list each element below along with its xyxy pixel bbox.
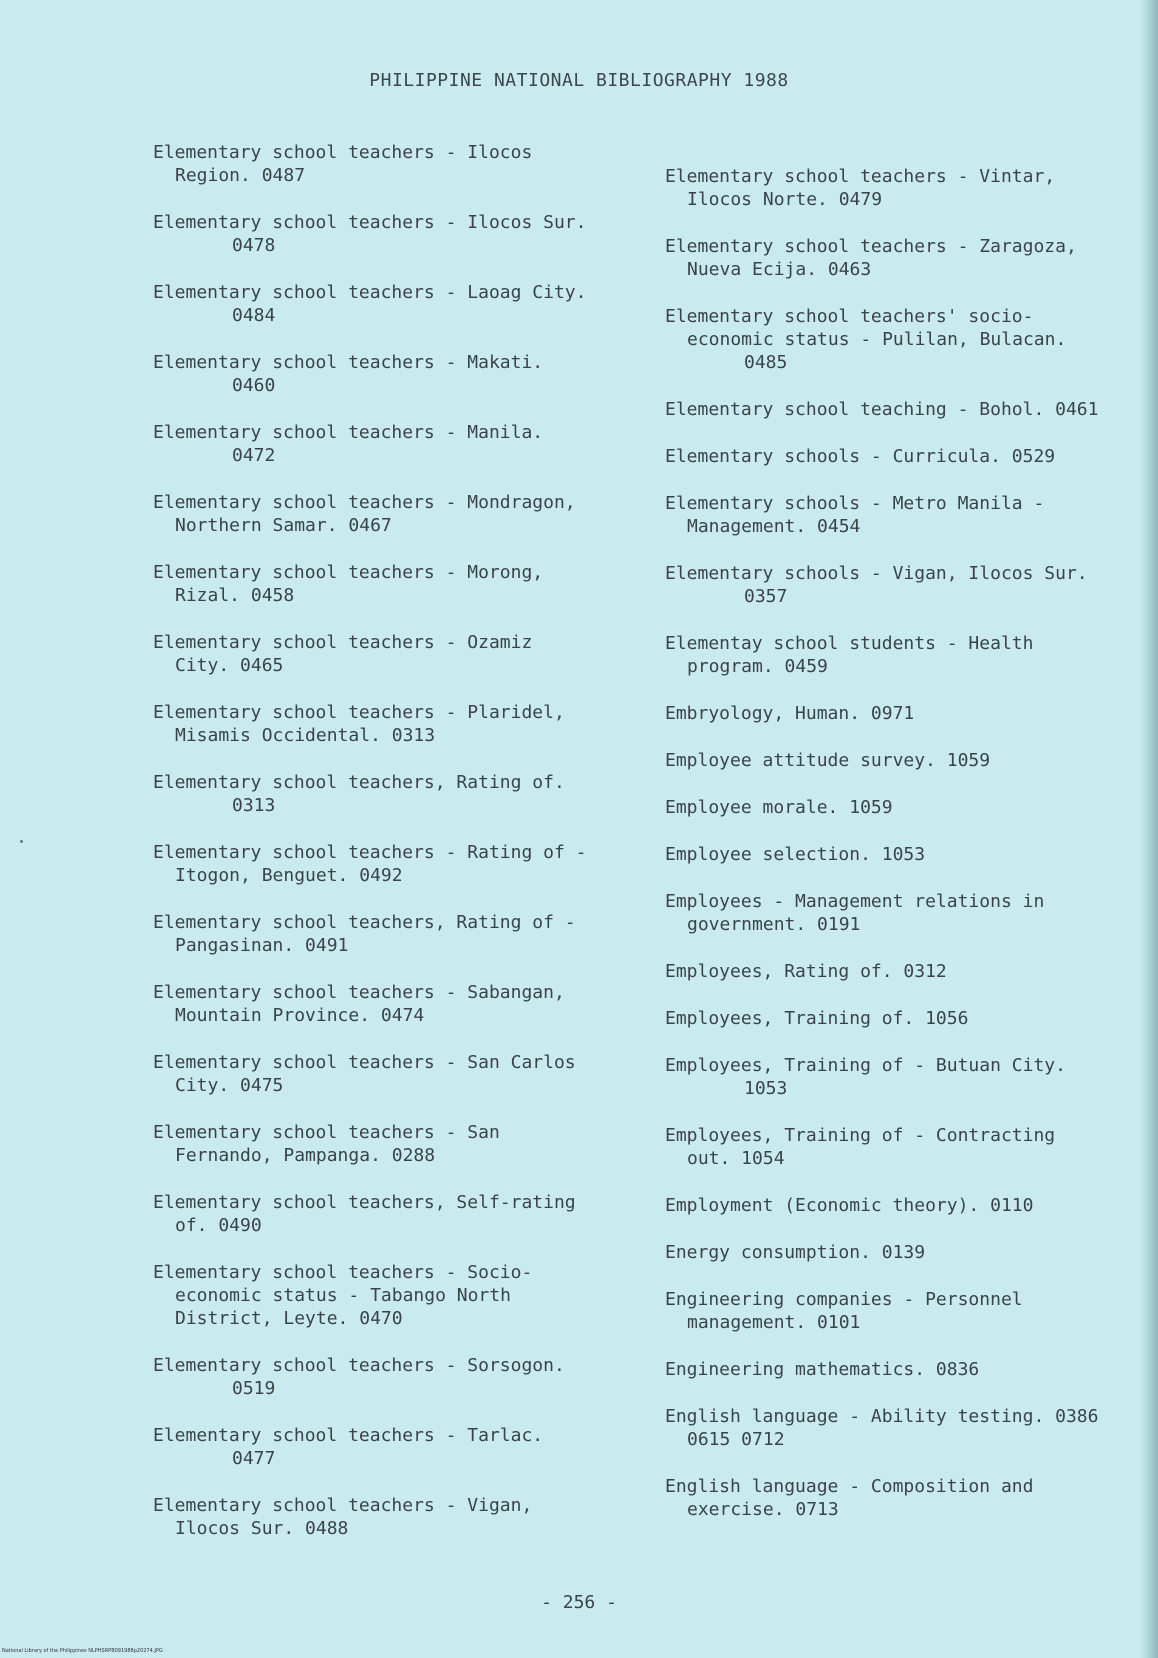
entry-continuation: Region. 0487 (175, 165, 306, 186)
index-entry (153, 421, 623, 467)
entry-continuation: Fernando, Pampanga. 0288 (175, 1145, 436, 1166)
index-entry (665, 165, 1135, 211)
entry-continuation: Ilocos Norte. 0479 (687, 189, 883, 210)
entry-continuation: Rizal. 0458 (175, 585, 295, 606)
page-edge-shadow (1140, 0, 1158, 1658)
entry-heading: Elementary school teachers - Tarlac. (153, 1425, 544, 1446)
entry-heading: Employee selection. 1053 (665, 844, 926, 865)
entry-heading: Elementary school teachers - Rating of - (153, 842, 587, 863)
entry-continuation: Mountain Province. 0474 (175, 1005, 425, 1026)
entry-continuation: economic status - Tabango North District, Leyte. 0470 (175, 1285, 511, 1329)
entry-heading: Elementary school teachers, Rating of - (153, 912, 576, 933)
index-entry (153, 561, 623, 607)
index-entry (153, 701, 623, 747)
index-entry (665, 398, 1135, 421)
entry-record-number: 0313 (232, 795, 276, 816)
entry-heading: Employees - Management relations in (665, 891, 1045, 912)
index-entry (153, 141, 623, 187)
index-entry (153, 1354, 623, 1400)
entry-record-number: 0519 (232, 1378, 276, 1399)
entry-continuation: City. 0465 (175, 655, 284, 676)
index-entry (665, 1288, 1135, 1334)
entry-heading: Elementary schools - Vigan, Ilocos Sur. (665, 563, 1088, 584)
entry-record-number: 0460 (232, 375, 276, 396)
entry-continuation: Pangasinan. 0491 (175, 935, 349, 956)
index-entry (665, 492, 1135, 538)
index-entry (153, 1121, 623, 1167)
index-entry (153, 351, 623, 397)
left-column (153, 141, 623, 1564)
entry-heading: Elementary school teachers - Vigan, (153, 1495, 533, 1516)
index-entry (153, 771, 623, 817)
entry-heading: Elementary school teachers - Makati. (153, 352, 544, 373)
index-entry (153, 1424, 623, 1470)
index-entry (665, 305, 1135, 374)
index-entry (665, 445, 1135, 468)
entry-heading: Energy consumption. 0139 (665, 1242, 926, 1263)
entry-heading: Elementary school teachers - Socio- (153, 1262, 533, 1283)
entry-heading: Elementary school teachers - Laoag City. (153, 282, 587, 303)
entry-heading: Elementary school teachers' socio- (665, 306, 1034, 327)
right-column (665, 165, 1135, 1545)
entry-heading: Elementary school teachers - Ozamiz (153, 632, 533, 653)
index-entry (665, 960, 1135, 983)
index-entry (665, 1405, 1135, 1451)
index-entry (153, 491, 623, 537)
entry-heading: Embryology, Human. 0971 (665, 703, 915, 724)
entry-heading: Engineering mathematics. 0836 (665, 1359, 980, 1380)
index-entry (665, 1007, 1135, 1030)
index-entry (665, 1241, 1135, 1264)
entry-continuation: Itogon, Benguet. 0492 (175, 865, 403, 886)
index-entry (153, 211, 623, 257)
index-entry (665, 235, 1135, 281)
entry-continuation: Nueva Ecija. 0463 (687, 259, 872, 280)
entry-continuation: Misamis Occidental. 0313 (175, 725, 436, 746)
entry-heading: Elementary school teachers - Sorsogon. (153, 1355, 565, 1376)
entry-continuation: out. 1054 (687, 1148, 785, 1169)
entry-heading: Elementary schools - Metro Manila - (665, 493, 1045, 514)
index-entry (665, 890, 1135, 936)
index-entry (153, 1261, 623, 1330)
entry-heading: Employees, Training of - Butuan City. (665, 1055, 1066, 1076)
entry-heading: Employees, Rating of. 0312 (665, 961, 947, 982)
index-entry (665, 632, 1135, 678)
entry-heading: Elementary school teachers - Plaridel, (153, 702, 565, 723)
entry-heading: Engineering companies - Personnel (665, 1289, 1023, 1310)
entry-heading: Elementary school teachers - Manila. (153, 422, 544, 443)
entry-heading: Elementary school teachers - Ilocos (153, 142, 533, 163)
scan-speck (20, 840, 23, 843)
entry-continuation: government. 0191 (687, 914, 861, 935)
entry-heading: Employees, Training of - Contracting (665, 1125, 1056, 1146)
entry-continuation: program. 0459 (687, 656, 828, 677)
entry-record-number: 0472 (232, 445, 276, 466)
index-entry (665, 796, 1135, 819)
index-entry (665, 1358, 1135, 1381)
index-entry (153, 981, 623, 1027)
entry-heading: Elementary school teachers - Zaragoza, (665, 236, 1077, 257)
entry-heading: Elementary school teachers - San (153, 1122, 500, 1143)
entry-heading: Elementary school teachers - Sabangan, (153, 982, 565, 1003)
entry-heading: Elementay school students - Health (665, 633, 1034, 654)
entry-continuation: Northern Samar. 0467 (175, 515, 392, 536)
index-entry (665, 1124, 1135, 1170)
entry-heading: Elementary school teachers - Ilocos Sur. (153, 212, 587, 233)
entry-heading: Employees, Training of. 1056 (665, 1008, 969, 1029)
index-entry (153, 1191, 623, 1237)
entry-heading: Elementary school teachers - San Carlos (153, 1052, 576, 1073)
entry-heading: Elementary school teaching - Bohol. 0461 (665, 399, 1099, 420)
index-entry (153, 281, 623, 327)
entry-heading: Employee attitude survey. 1059 (665, 750, 991, 771)
entry-continuation: of. 0490 (175, 1215, 262, 1236)
page-title: PHILIPPINE NATIONAL BIBLIOGRAPHY 1988 (369, 70, 789, 91)
entry-continuation: City. 0475 (175, 1075, 284, 1096)
index-entry (665, 1194, 1135, 1217)
entry-record-number: 0485 (744, 352, 788, 373)
index-entry (665, 702, 1135, 725)
index-entry (153, 1051, 623, 1097)
index-entry (665, 843, 1135, 866)
entry-heading: Elementary school teachers, Rating of. (153, 772, 565, 793)
entry-record-number: 0477 (232, 1448, 276, 1469)
index-entry (153, 631, 623, 677)
entry-continuation: 0615 0712 (687, 1429, 785, 1450)
entry-record-number: 0357 (744, 586, 788, 607)
scan-credit: National Library of the Philippines NLPHSRPB091988p20274.JPG (2, 1648, 163, 1654)
entry-continuation: Ilocos Sur. 0488 (175, 1518, 349, 1539)
index-entry (665, 562, 1135, 608)
index-entry (665, 749, 1135, 772)
index-entry (153, 1494, 623, 1540)
entry-continuation: management. 0101 (687, 1312, 861, 1333)
entry-continuation: Management. 0454 (687, 516, 861, 537)
entry-heading: English language - Composition and (665, 1476, 1034, 1497)
entry-heading: Employment (Economic theory). 0110 (665, 1195, 1034, 1216)
entry-continuation: exercise. 0713 (687, 1499, 839, 1520)
entry-record-number: 1053 (744, 1078, 788, 1099)
entry-heading: Elementary school teachers - Morong, (153, 562, 544, 583)
index-entry (665, 1475, 1135, 1521)
index-entry (153, 911, 623, 957)
entry-heading: Employee morale. 1059 (665, 797, 893, 818)
index-entry (153, 841, 623, 887)
index-entry (665, 1054, 1135, 1100)
page-number: - 256 - (541, 1592, 617, 1613)
entry-heading: English language - Ability testing. 0386 (665, 1406, 1099, 1427)
entry-continuation: economic status - Pulilan, Bulacan. (687, 329, 1067, 350)
entry-record-number: 0484 (232, 305, 276, 326)
entry-heading: Elementary schools - Curricula. 0529 (665, 446, 1056, 467)
entry-heading: Elementary school teachers, Self-rating (153, 1192, 576, 1213)
entry-heading: Elementary school teachers - Vintar, (665, 166, 1056, 187)
entry-record-number: 0478 (232, 235, 276, 256)
entry-heading: Elementary school teachers - Mondragon, (153, 492, 576, 513)
